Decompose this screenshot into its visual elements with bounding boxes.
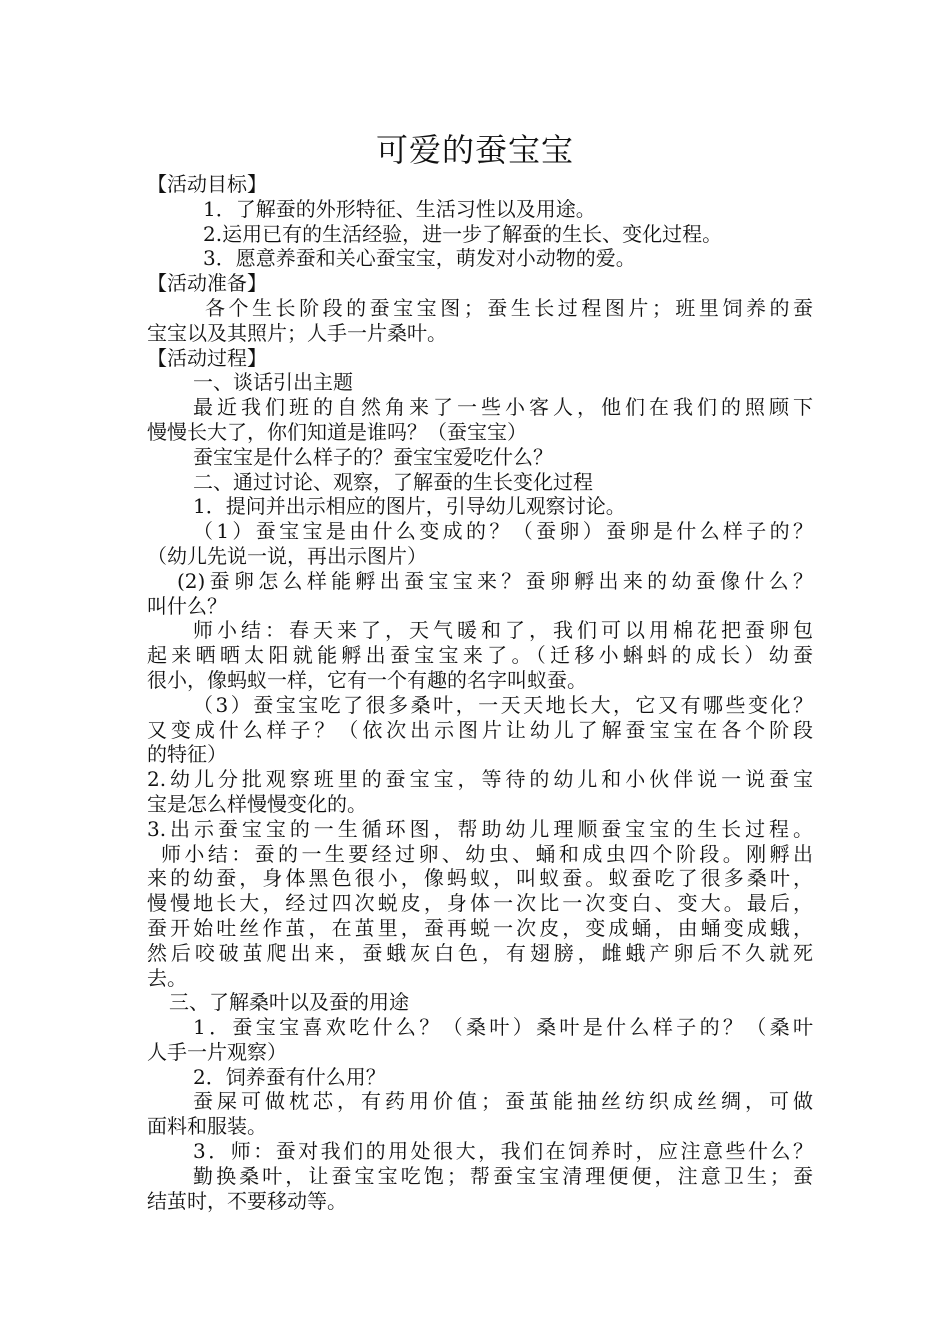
text-line: 3．师：蚕对我们的用处很大，我们在饲养时，应注意些什么？ [193,1139,813,1164]
section-heading-process: 【活动过程】 [147,345,267,370]
subheading: 一、谈话引出主题 [193,370,353,395]
text-line: 又变成什么样子？（依次出示图片让幼儿了解蚕宝宝在各个阶段 [147,717,813,742]
text-line: 宝宝以及其照片；人手一片桑叶。 [147,320,447,345]
document-body [147,172,813,1213]
text-line: 慢慢长大了，你们知道是谁吗？（蚕宝宝） [147,419,527,444]
text-line: 师小结：蚕的一生要经过卵、幼虫、蛹和成虫四个阶段。刚孵出 [161,841,813,866]
text-line: 师小结：春天来了，天气暖和了，我们可以用棉花把蚕卵包 [193,618,813,643]
text-line: 蚕宝宝是什么样子的？蚕宝宝爱吃什么？ [193,444,553,469]
goal-item: 3．愿意养蚕和关心蚕宝宝，萌发对小动物的爱。 [203,246,636,271]
text-line: 各个生长阶段的蚕宝宝图；蚕生长过程图片；班里饲养的蚕 [205,295,813,320]
text-line: 最近我们班的自然角来了一些小客人，他们在我们的照顾下 [193,395,813,420]
text-line: 很小，像蚂蚁一样，它有一个有趣的名字叫蚁蚕。 [147,667,587,692]
subheading: 三、了解桑叶以及蚕的用途 [169,990,409,1015]
text-line: 叫什么？ [147,593,227,618]
text-line: 慢慢地长大，经过四次蜕皮，身体一次比一次变白、变大。最后， [147,891,813,916]
text-line: 人手一片观察） [147,1039,287,1064]
text-line: 1．提问并出示相应的图片，引导幼儿观察讨论。 [193,494,626,519]
text-line: 然后咬破茧爬出来，蚕蛾灰白色，有翅膀，雌蛾产卵后不久就死 [147,940,813,965]
section-heading-goals: 【活动目标】 [147,172,267,196]
text-line: 2.幼儿分批观察班里的蚕宝宝，等待的幼儿和小伙伴说一说蚕宝 [147,767,813,792]
text-line: （幼儿先说一说，再出示图片） [147,543,427,568]
text-line: 起来晒晒太阳就能孵出蚕宝宝来了。（迁移小蝌蚪的成长）幼蚕 [147,643,813,668]
subheading: 二、通过讨论、观察，了解蚕的生长变化过程 [193,469,593,494]
text-line: 蚕开始吐丝作茧，在茧里，蚕再蜕一次皮，变成蛹，由蛹变成蛾， [147,915,813,940]
text-line: （3）蚕宝宝吃了很多桑叶，一天天地长大，它又有哪些变化？ [193,692,813,717]
goal-item: 1．了解蚕的外形特征、生活习性以及用途。 [203,196,596,221]
document-title: 可爱的蚕宝宝 [375,131,574,169]
section-heading-preparation: 【活动准备】 [147,271,267,296]
text-line: 宝是怎么样慢慢变化的。 [147,791,367,816]
text-line: 去。 [147,965,187,990]
goal-item: 2.运用已有的生活经验，进一步了解蚕的生长、变化过程。 [203,221,723,246]
text-line: （1）蚕宝宝是由什么变成的？（蚕卵）蚕卵是什么样子的？ [193,519,813,544]
text-line: 结茧时，不要移动等。 [147,1188,347,1213]
text-line: 的特征） [147,742,227,767]
text-line: (2)蚕卵怎么样能孵出蚕宝宝来？蚕卵孵出来的幼蚕像什么？ [177,568,813,593]
text-line: 2．饲养蚕有什么用？ [193,1064,386,1089]
text-line: 3.出示蚕宝宝的一生循环图，帮助幼儿理顺蚕宝宝的生长过程。 [147,816,813,841]
text-line: 勤换桑叶，让蚕宝宝吃饱；帮蚕宝宝清理便便，注意卫生；蚕 [193,1163,813,1188]
text-line: 来的幼蚕，身体黑色很小，像蚂蚁，叫蚁蚕。蚁蚕吃了很多桑叶， [147,866,813,891]
text-line: 蚕屎可做枕芯，有药用价值；蚕茧能抽丝纺织成丝绸，可做 [193,1089,813,1114]
text-line: 面料和服装。 [147,1114,267,1139]
text-line: 1．蚕宝宝喜欢吃什么？（桑叶）桑叶是什么样子的？（桑叶 [193,1015,813,1040]
